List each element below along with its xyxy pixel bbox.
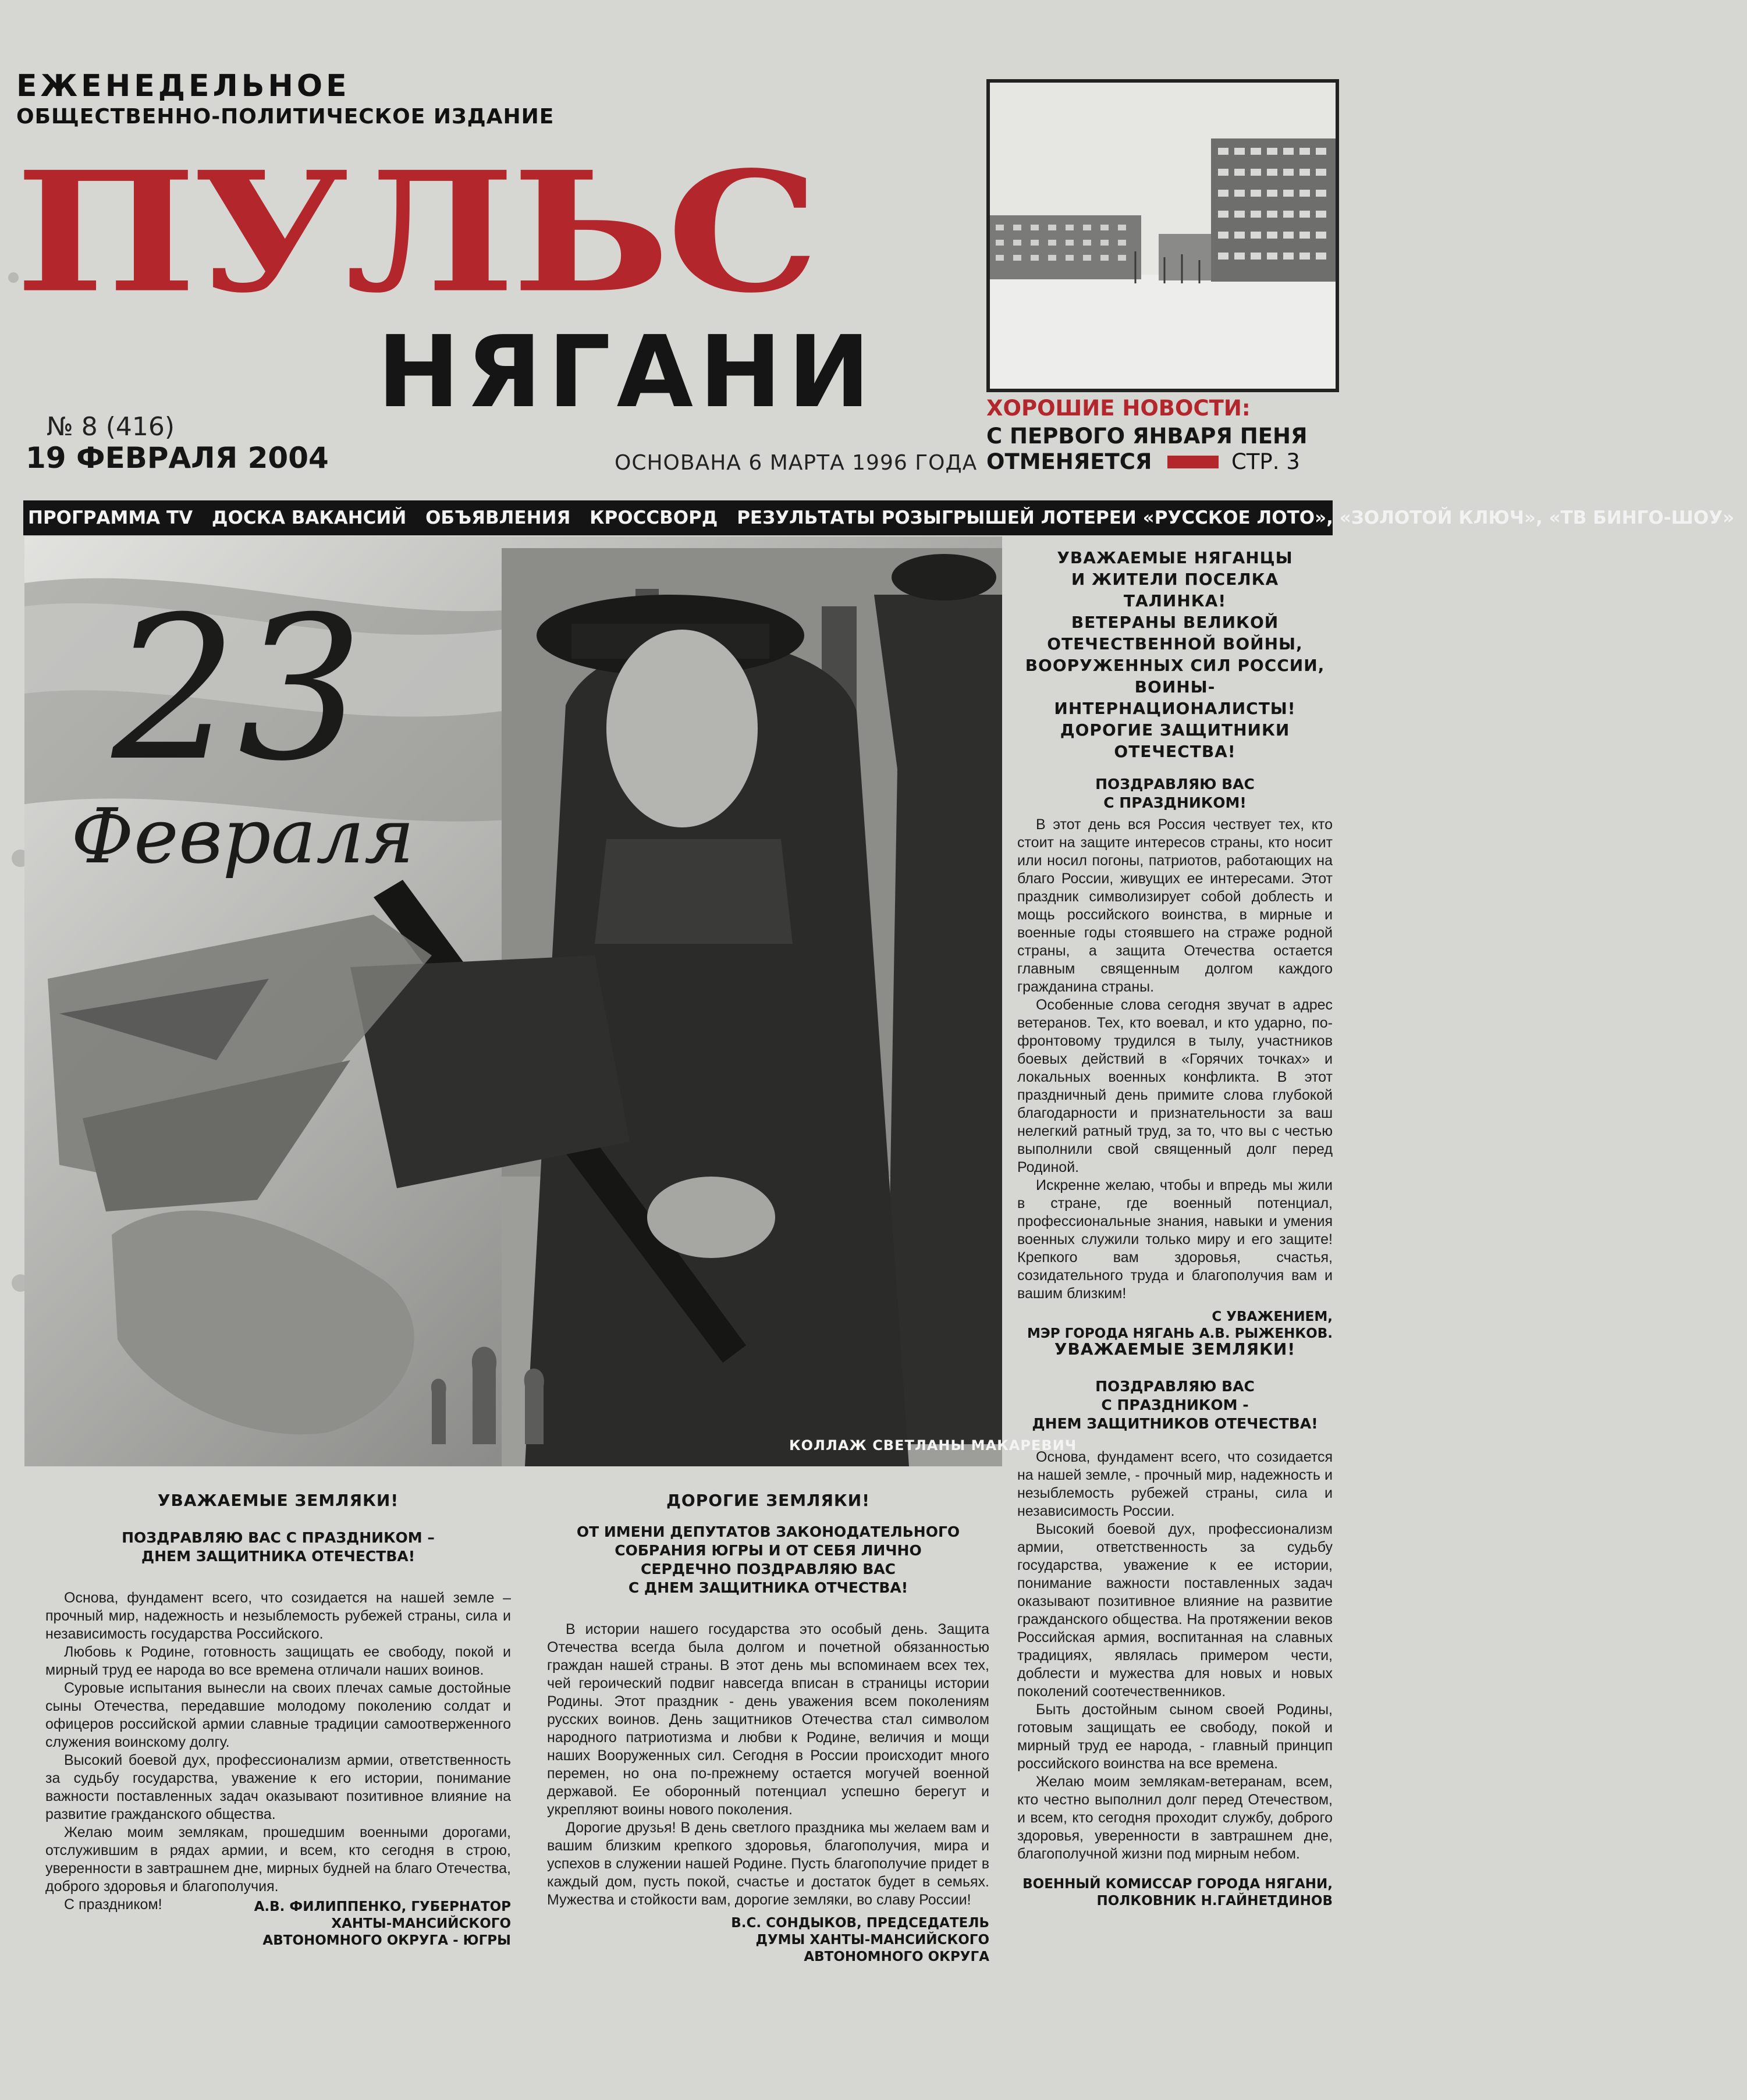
governor-subheading: ПОЗДРАВЛЯЮ ВАС С ПРАЗДНИКОМ – ДНЕМ ЗАЩИТНИКА ОТЕЧЕСТВА! [122, 1529, 435, 1565]
teaser-line: ОТМЕНЯЕТСЯ [986, 449, 1152, 474]
duma-greeting [547, 1490, 989, 1966]
governor-heading: УВАЖАЕМЫЕ ЗЕМЛЯКИ! [157, 1491, 399, 1510]
duma-paragraph: В истории нашего государства это особый день. Защита Отечества всегда была долгом и почетной обязанностью граждан нашей страны. В этот день мы вспоминаем всех тех, чей героический подвиг навсегда вписан в страницы истории Родины. Этот праздник - день уважения всем поколениям русских воинов. День защитников Отечества стал символом народного патриотизма и любви к Родине, величия и мощи наших Вооруженных сил. Сегодня в России происходит много перемен, но она по-прежнему остается могучей военной державой. Ее оборонный потенциал успешно берегут и укрепляют воины нового поколения. [547, 1621, 989, 1818]
teaser-line: С ПЕРВОГО ЯНВАРЯ ПЕНЯ [986, 424, 1308, 449]
issue-number: № 8 (416) [47, 412, 175, 442]
commissar-paragraph: Основа, фундамент всего, что созидается на нашей земле, - прочный мир, надежность и незыблемость рубежей страны, сила и независимость России. [1017, 1449, 1333, 1519]
topic-job-board: ДОСКА ВАКАНСИЙ [211, 507, 407, 528]
teaser-marker [1167, 456, 1219, 468]
teaser-photo [986, 79, 1339, 392]
commissar-paragraph: Высокий боевой дух, профессионализм армии, ответственность за судьбу государства, уважение к ее истории, понимание важности поставленных задач оказывают позитивное влияние на развитие гражданского общества. На протяжении веков Российская армия, воспитанная на славных традициях, являлась примером чести, доблести и мужества для новых и новых поколений соотечественников. [1017, 1521, 1333, 1700]
date-number: 23 [112, 574, 364, 805]
mayor-paragraph: Особенные слова сегодня звучат в адрес ветеранов. Тех, кто воевал, и кто ударно, по-фронтовому трудился в тылу, участников боевых действий в «Горячих точках» и локальных военных конфликта. В этот праздничный день примите слова глубокой благодарности и признательности за ваш нелегкий ратный труд, за то, что вы с честью выполнили свой священный долг перед Родиной. [1017, 997, 1333, 1175]
photo-credit: КОЛЛАЖ СВЕТЛАНЫ МАКАРЕВИЧ [789, 1437, 1077, 1454]
commissar-subheading: ПОЗДРАВЛЯЮ ВАС С ПРАЗДНИКОМ - ДНЕМ ЗАЩИТНИКОВ ОТЕЧЕСТВА! [1032, 1378, 1318, 1432]
masthead-tagline-weekly: ЕЖЕНЕДЕЛЬНОЕ [16, 69, 350, 104]
topic-tv-program: ПРОГРАММА TV [28, 507, 193, 528]
collage-illustration [24, 536, 1002, 1466]
mayor-paragraph: В этот день вся Россия чествует тех, кто стоит на защите интересов страны, кто носит или носил погоны, патриотов, работающих на благо России, живущих ее интересами. Этот праздник символизирует собой доблесть и мощь российского воинства, в мирные и военные годы стоявшего на страже родной страны, а защита Отечества остается главным священным долгом каждого гражданина страны. [1017, 816, 1333, 995]
mayor-signature: С УВАЖЕНИЕМ, МЭР ГОРОДА НЯГАНЬ А.В. РЫЖЕНКОВ. [1027, 1309, 1333, 1341]
duma-signature: В.С. СОНДЫКОВ, ПРЕДСЕДАТЕЛЬ ДУМЫ ХАНТЫ-МАНСИЙСКОГО АВТОНОМНОГО ОКРУГА [731, 1916, 989, 1964]
commissar-greeting [1017, 1338, 1333, 1910]
masthead-tagline-edition: ОБЩЕСТВЕННО-ПОЛИТИЧЕСКОЕ ИЗДАНИЕ [16, 105, 555, 129]
masthead-title-nyagani: НЯГАНИ [377, 315, 876, 430]
governor-paragraph: Суровые испытания вынесли на своих плечах самые достойные сыны Отечества, передавшие молодому поколению солдат и офицеров российской армии славные традиции самоотверженного служения воинскому долгу. [45, 1680, 511, 1750]
governor-paragraph: С праздником! [64, 1896, 162, 1913]
commissar-paragraph: Быть достойным сыном своей Родины, готовым защищать ее свободу, покой и мирный труд ее народа, - главный принцип российского воинства на все времена. [1017, 1701, 1333, 1772]
topic-lottery-results: РЕЗУЛЬТАТЫ РОЗЫГРЫШЕЙ ЛОТЕРЕИ «РУССКОЕ ЛОТО», «ЗОЛОТОЙ КЛЮЧ», «ТВ БИНГО-ШОУ» [737, 507, 1735, 528]
topic-ads: ОБЪЯВЛЕНИЯ [425, 507, 571, 528]
governor-signature: А.В. ФИЛИППЕНКО, ГУБЕРНАТОР ХАНТЫ-МАНСИЙСКОГО АВТОНОМНОГО ОКРУГА - ЮГРЫ [254, 1899, 511, 1948]
date-month: Февраля [71, 792, 415, 880]
mayor-heading: УВАЖАЕМЫЕ НЯГАНЦЫ И ЖИТЕЛИ ПОСЕЛКА ТАЛИНКА! ВЕТЕРАНЫ ВЕЛИКОЙ ОТЕЧЕСТВЕННОЙ ВОЙНЫ, ВООРУЖЕННЫХ СИЛ РОССИИ, ВОИНЫ-ИНТЕРНАЦИОНАЛИСТЫ! ДОРОГИЕ ЗАЩИТНИКИ ОТЕЧЕСТВА! [1025, 548, 1325, 761]
masthead-title-puls: ПУЛЬС [15, 135, 816, 329]
topics-strip [23, 500, 1735, 535]
mayor-subheading: ПОЗДРАВЛЯЮ ВАС С ПРАЗДНИКОМ! [1095, 776, 1255, 811]
commissar-paragraph: Желаю моим землякам-ветеранам, всем, кто честно выполнил долг перед Отечеством, и всем, кто сегодня проходит службу, доброго здоровья, уверенности в завтрашнем дне, благополучной жизни под мирным небом. [1017, 1774, 1333, 1862]
duma-heading: ДОРОГИЕ ЗЕМЛЯКИ! [666, 1491, 870, 1510]
commissar-signature: ВОЕННЫЙ КОМИССАР ГОРОДА НЯГАНИ, ПОЛКОВНИК Н.ГАЙНЕТДИНОВ [1022, 1877, 1333, 1909]
issue-date: 19 ФЕВРАЛЯ 2004 [26, 441, 329, 475]
governor-greeting [45, 1490, 511, 1949]
duma-subheading: ОТ ИМЕНИ ДЕПУТАТОВ ЗАКОНОДАТЕЛЬНОГО СОБРАНИЯ ЮГРЫ И ОТ СЕБЯ ЛИЧНО СЕРДЕЧНО ПОЗДРАВЛЯЮ ВАС С ДНЕМ ЗАЩИТНИКА ОТЧЕСТВА! [576, 1523, 960, 1596]
mayor-greeting [1017, 547, 1333, 1342]
mayor-paragraph: Искренне желаю, чтобы и впредь мы жили в стране, где военный потенциал, профессиональные знания, навыки и умения военных служили только миру и его защите! Крепкого вам здоровья, счастья, созидательного труда и благополучия вам и вашим близким! [1017, 1177, 1333, 1302]
main-photo-collage [24, 536, 1002, 1466]
duma-paragraph: Дорогие друзья! В день светлого праздника мы желаем вам и вашим близким крепкого здоровья, благополучия, мира и успехов в служении нашей Родине. Пусть благополучие придет в каждый дом, пусть покой, счастье и достаток будет в семьях. Мужества и стойкости вам, дорогие земляки, во славу России! [547, 1820, 989, 1908]
teaser-heading: ХОРОШИЕ НОВОСТИ: [986, 396, 1251, 421]
commissar-heading: УВАЖАЕМЫЕ ЗЕМЛЯКИ! [1054, 1339, 1296, 1359]
founded-date: ОСНОВАНА 6 МАРТА 1996 ГОДА [615, 451, 978, 475]
governor-paragraph: Основа, фундамент всего, что созидается на нашей земле – прочный мир, надежность и незыблемость рубежей страны, сила и независимость государства Российского. [45, 1590, 511, 1642]
topic-crossword: КРОССВОРД [590, 507, 718, 528]
governor-paragraph: Высокий боевой дух, профессионализм армии, ответственность за судьбу государства, уважение к его истории, понимание важности поставленных задач оказывают позитивное влияние на развитие гражданского общества. [45, 1752, 511, 1822]
governor-paragraph: Желаю моим землякам, прошедшим военными дорогами, отслужившим в рядах армии, и всем, кто сегодня в строю, уверенности в завтрашнем дне, мирных будней на благо Отечества, доброго здоровья и благополучия. [45, 1824, 511, 1895]
teaser-page-ref: СТР. 3 [1231, 449, 1300, 474]
teaser-photo-illustration [990, 83, 1336, 389]
governor-paragraph: Любовь к Родине, готовность защищать ее свободу, покой и мирный труд ее народа во все времена отличали наших воинов. [45, 1644, 511, 1678]
